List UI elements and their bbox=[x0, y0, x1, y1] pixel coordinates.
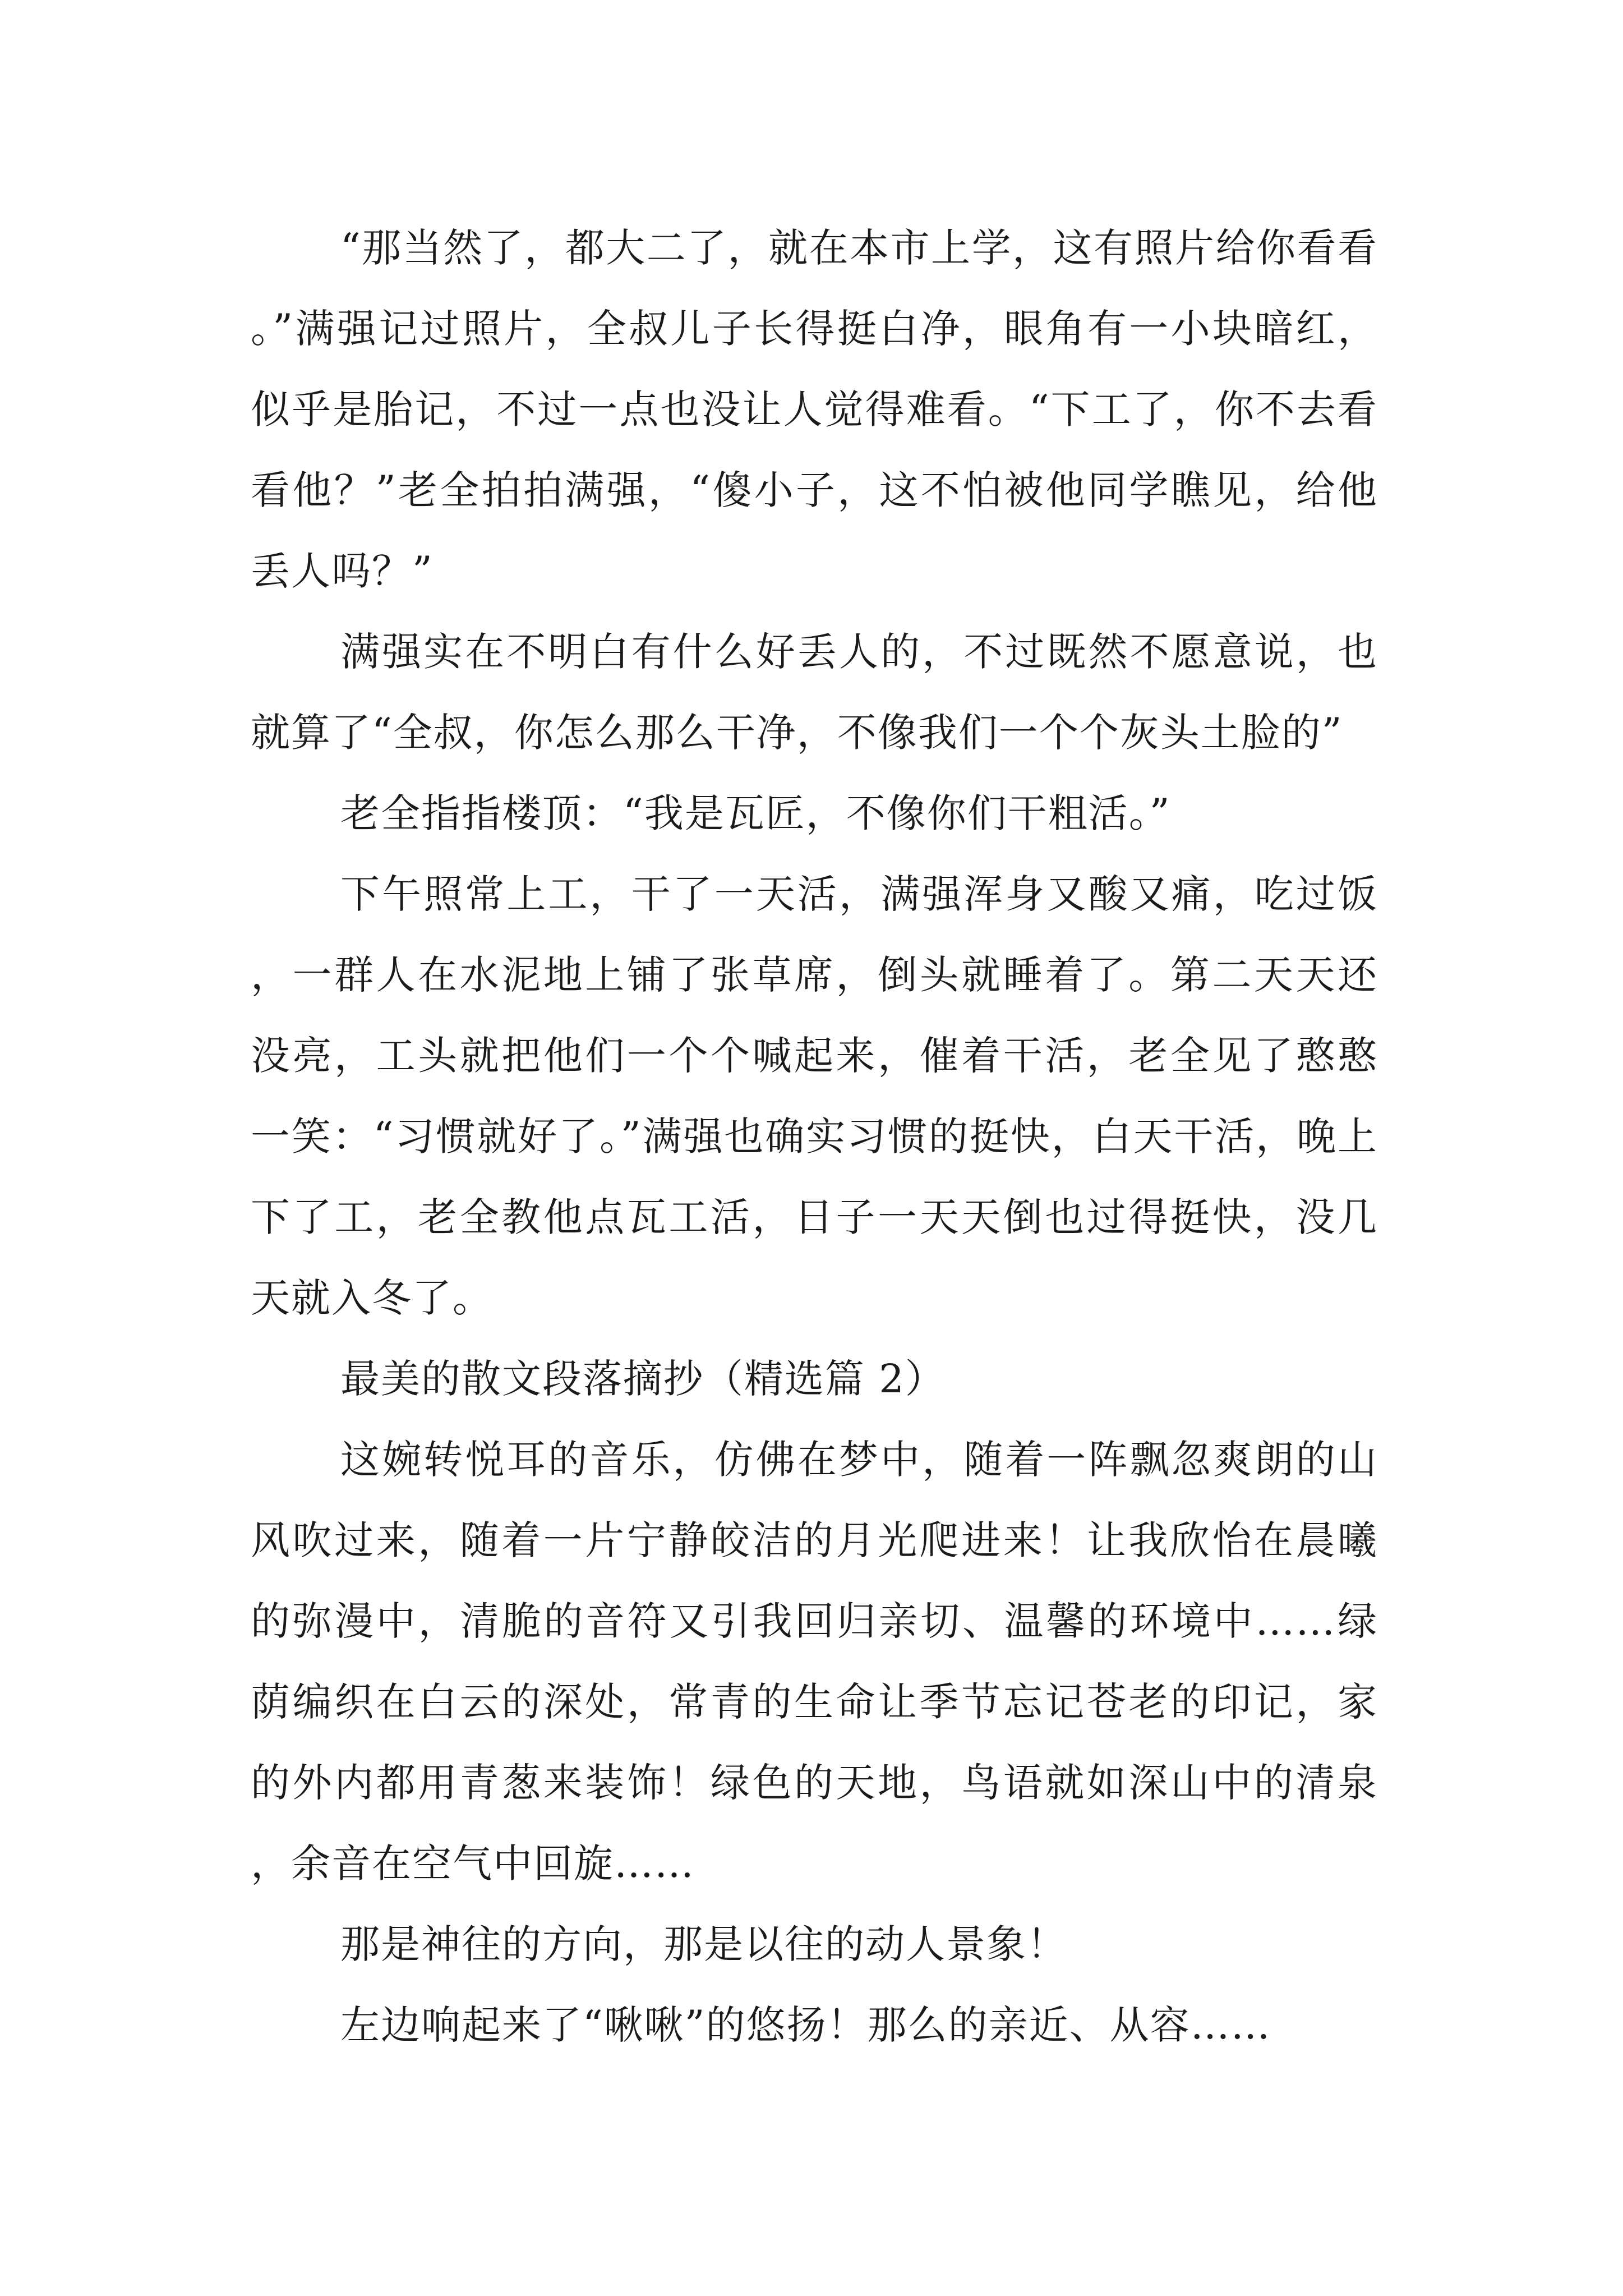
paragraph-clean-question: 满强实在不明白有什么好丢人的，不过既然不愿意说，也就算了“全叔，你怎么那么干净，不像我们一个个灰头土脸的” bbox=[251, 629, 1378, 756]
paragraph-music: 这婉转悦耳的音乐，仿佛在梦中，随着一阵飘忽爽朗的山风吹过来，随着一片宁静皎洁的月光爬进来！让我欣怡在晨曦的弥漫中，清脆的音符又引我回归亲切、温馨的环境中……绿荫编织在白云的深处，常青的生命让季节忘记苍老的印记，家的外内都用青葱来装饰！绿色的天地，鸟语就如深山中的清泉，余音在空气中回旋…… bbox=[251, 1437, 1378, 1887]
paragraph-roofer-reply: 老全指指楼顶：“我是瓦匠，不像你们干粗活。” bbox=[340, 790, 1171, 836]
paragraph-photo-dialogue: “那当然了，都大二了，就在本市上学，这有照片给你看看。”满强记过照片，全叔儿子长得挺白净，眼角有一小块暗红，似乎是胎记，不过一点也没让人觉得难看。“下工了，你不去看看他？”老全拍拍满强，“傻小子，这不怕被他同学瞧见，给他丢人吗？” bbox=[251, 225, 1378, 594]
paragraph-direction: 那是神往的方向，那是以往的动人景象！ bbox=[340, 1921, 1067, 1967]
paragraph-work-routine: 下午照常上工，干了一天活，满强浑身又酸又痛，吃过饭，一群人在水泥地上铺了张草席，倒头就睡着了。第二天天还没亮，工头就把他们一个个喊起来，催着干活，老全见了憨憨一笑：“习惯就好了。”满强也确实习惯的挺快，白天干活，晚上下了工，老全教他点瓦工活，日子一天天倒也过得挺快，没几天就入冬了。 bbox=[251, 871, 1378, 1321]
paragraph-birdsong: 左边响起来了“啾啾”的悠扬！那么的亲近、从容…… bbox=[340, 2002, 1271, 2048]
section-heading: 最美的散文段落摘抄（精选篇 2） bbox=[340, 1356, 946, 1402]
document-body bbox=[251, 208, 1378, 2065]
